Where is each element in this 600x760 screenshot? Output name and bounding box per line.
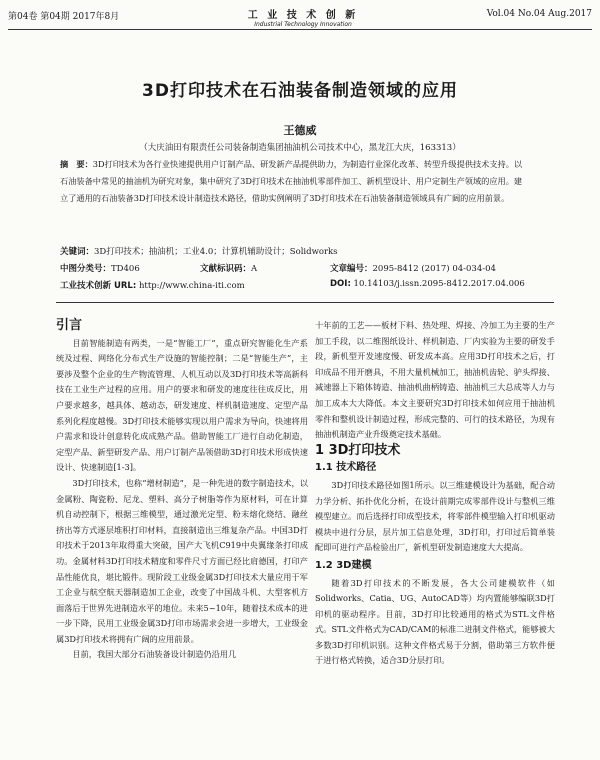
section-1-1-paragraph: 3D打印技术路径如图1所示。以三维建模设计为基础，配合动力学分析、拓扑优化分析，在设计前期完成零部件设计与整机三维模型建立。而后选择打印成型技术，将零部件模型输入打印机驱动模块中进行分层，层片加工信息处理，3D打印，打印过后简单装配即可进行产品检验出厂，新机型研发制造速度大大提高。 — [315, 479, 555, 553]
intro-paragraph-2: 3D打印技术，也称“增材制造”，是一种先进的数字制造技术，以金属粉、陶瓷粉、尼龙、塑料、高分子树脂等作为原材料，可在计算机自动控制下，根据三维模型，通过激光定型、粉末熔化烧结、融丝挤出等方式逐层堆积打印材料，直接制造出三维复杂产品。中国3D打印技术于2013年取得重大突破，国产大飞机C919中央翼缘条打印成功。金属材料3D打印技术精度和零件尺寸方面已经比肩德国，打印产品性能优良，堪比锻件。现阶段工业级金属3D打印技术大量应用于军工企业与航空航天器制造加工企业，改变了中国战斗机、大型客机方面落后于世界先进制造水平的地位。未来5~10年，随着技术成本的进一步下降，民用工业级金属3D打印市场需求会进一步增大，工业级金属3D打印技术将拥有广阔的应用前景。 — [56, 477, 308, 644]
abstract-rule — [56, 302, 554, 303]
section-1-1-heading: 1.1 技术路径 — [315, 462, 377, 474]
journal-url[interactable]: http://www.china-iti.com — [138, 281, 245, 291]
left-column — [56, 318, 308, 663]
doi-label: DOI: — [330, 279, 351, 289]
volume-info: Vol.04 No.04 Aug.2017 — [486, 9, 592, 19]
journal-name — [248, 6, 358, 28]
intro-heading: 引言 — [56, 318, 83, 333]
url-doi-row — [60, 279, 540, 291]
article-number: 2095-8412 (2017) 04-034-04 — [372, 264, 496, 274]
article-number-label: 文章编号： — [330, 264, 373, 274]
keywords-row — [60, 245, 540, 257]
keywords-text: 3D打印技术；抽油机；工业4.0；计算机辅助设计；Solidworks — [94, 247, 338, 257]
intro-paragraph-3-cont: 十年前的工艺——板材下料、热处理、焊接、冷加工为主要的生产加工手段，以二维图纸设计、样机制造、厂内实验为主要的研发手段，新机型开发速度慢、研发成本高。应用3D打印技术之后，打印成品不用开磨具，不用大量机械加工，抽油机齿轮、驴头焊接、减速器上下箱体铸造、抽油机曲柄铸造、抽油机三大总成等人力与加工成本大大降低。本文主要研究3D打印技术如何应用于抽油机零件和整机设计制造过程，形成完整的、可行的技术路径，为现有抽油机制造产业升级奠定技术基础。 — [315, 320, 555, 440]
section-1-heading: 1 3D打印技术 — [315, 442, 401, 458]
doc-code: A — [251, 264, 258, 274]
issue-info: 第04卷 第04期 2017年8月 — [8, 12, 120, 22]
doi-value[interactable]: 10.14103/j.issn.2095-8412.2017.04.006 — [353, 279, 525, 289]
keywords-label: 关键词： — [60, 247, 95, 257]
running-header — [8, 6, 592, 28]
paper-title: 3D打印技术在石油装备制造领域的应用 — [142, 81, 458, 101]
intro-paragraph-1: 目前智能制造有两类，一是“智能工厂”，重点研究智能化生产系统及过程、网络化分布式生产设施的智能控制；二是“智能生产”，主要涉及整个企业的生产物流管理、人机互动以及3D打印技术等高新科技在工业生产过程的应用。用户的要求和研发的速度往往成反比，用户要求越多，越具体、越动态，研发速度、样机制造速度、定型产品系列化程度越慢。3D打印技术能够实现以用户需求为导向，快速将用户需求和设计创意转化成成熟产品。借助智能工厂进行自动化制造，定型产品、新型研发产品、用户订制产品领借助3D打印技术形成快速设计、快速制造[1-3]。 — [56, 337, 308, 473]
url-label: 工业技术创新 URL: — [60, 281, 137, 291]
clc-number: TD406 — [111, 264, 140, 274]
header-rule — [8, 29, 592, 30]
section-1-2-paragraph: 随着3D打印技术的不断发展，各大公司建模软件（如Solidworks、Catia、UG、AutoCAD等）均内置能够编联3D打印机的驱动程序。目前，3D打印比较通用的格式为STL文件格式。STL文件格式为CAD/CAM的标准二进制文件格式，能够被大多数3D打印机识别。这种文件格式易于分割，借助第三方软件便于进行格式转换，适合3D分层打印。 — [315, 577, 555, 666]
journal-name-cn: 工 业 技 术 创 新 — [247, 10, 359, 21]
doc-code-label: 文献标识码： — [200, 264, 252, 274]
author-name: 王德威 — [283, 124, 317, 137]
abstract-text: 3D打印技术为各行业快速提供用户订制产品、研发新产品提供助力，为制造行业深化改革、转型升级提供技术支持。以石油装备中常见的抽油机为研究对象，集中研究了3D打印技术在抽油机零部件加工、新机型设计、用户定制生产领域的应用。建立了通用的石油装备3D打印技术设计制造技术路径，借助实例阐明了3D打印技术在石油装备制造领域具有广阔的应用前景。 — [60, 159, 523, 203]
abstract-label: 摘 要： — [60, 159, 93, 169]
journal-name-en: Industrial Technology Innovation — [254, 21, 352, 28]
abstract — [60, 156, 530, 207]
classification-row — [60, 262, 540, 274]
section-1-2-heading: 1.2 3D建模 — [315, 559, 372, 571]
author-affiliation: （大庆油田有限责任公司装备制造集团抽油机公司技术中心，黑龙江大庆，163313） — [139, 143, 461, 153]
intro-paragraph-3: 目前，我国大部分石油装备设计制造仍沿用几 — [72, 649, 237, 660]
right-column — [315, 318, 555, 669]
clc-label: 中图分类号： — [60, 264, 112, 274]
